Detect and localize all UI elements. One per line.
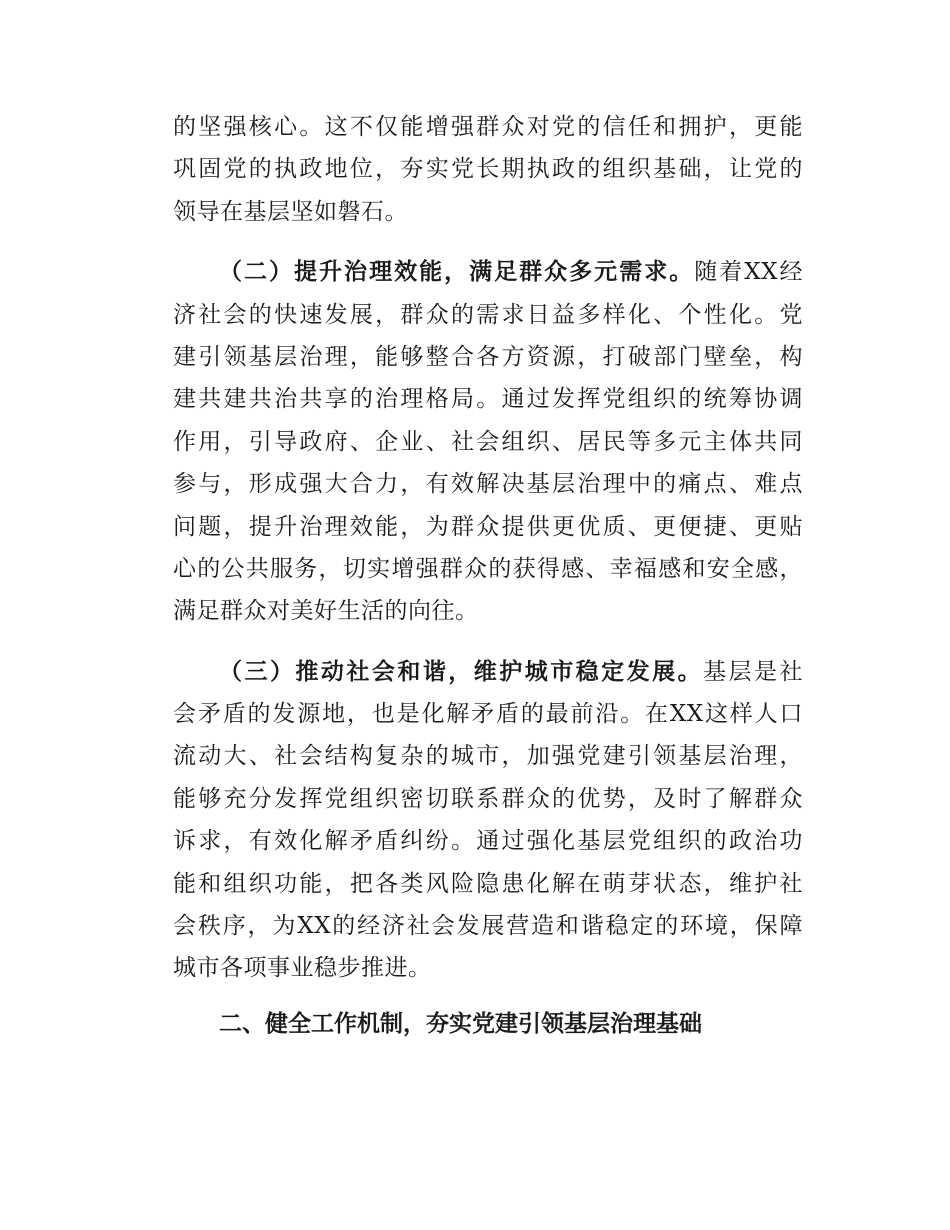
section-heading: 二、健全工作机制，夯实党建引领基层治理基础 [219,1011,702,1037]
text-line: 济社会的快速发展，群众的需求日益多样化、个性化。党 [173,301,803,328]
text-line: 建引领基层治理，能够整合各方资源，打破部门壁垒，构 [173,343,803,370]
document-body [173,106,803,990]
text-line: 会矛盾的发源地，也是化解矛盾的最前沿。在XX这样人口 [173,701,803,728]
paragraph-1 [173,106,803,233]
text-line: 的坚强核心。这不仅能增强群众对党的信任和拥护，更能 [173,114,803,140]
text-line: 诉求，有效化解矛盾纠纷。通过强化基层党组织的政治功 [173,828,803,855]
text-line [173,651,803,693]
text-line: 领导在基层坚如磐石。 [173,198,408,225]
text-line: 作用，引导政府、企业、社会组织、居民等多元主体共同 [173,428,803,455]
text-line: 建共建共治共享的治理格局。通过发挥党组织的统筹协调 [173,386,803,413]
text-run: 随着XX经 [694,259,804,286]
paragraph-2 [173,251,803,633]
text-line: 城市各项事业稳步推进。 [173,955,432,982]
text-run: 基层是社 [703,658,804,685]
text-line: 能和组织功能，把各类风险隐患化解在萌芽状态，维护社 [173,870,803,897]
paragraph-3 [173,651,803,990]
text-line [173,251,803,293]
text-line: 巩固党的执政地位，夯实党长期执政的组织基础，让党的 [173,156,803,183]
text-line: 心的公共服务，切实增强群众的获得感、幸福感和安全感， [173,555,803,582]
paragraph-title: （二）提升治理效能，满足群众多元需求。 [219,259,695,286]
text-line: 问题，提升治理效能，为群众提供更优质、更便捷、更贴 [173,513,803,540]
text-line: 会秩序，为XX的经济社会发展营造和谐稳定的环境，保障 [173,913,803,940]
text-line: 流动大、社会结构复杂的城市，加强党建引领基层治理， [173,743,803,770]
text-line: 满足群众对美好生活的向往。 [173,598,479,625]
text-line: 参与，形成强大合力，有效解决基层治理中的痛点、难点 [173,471,803,498]
text-line: 能够充分发挥党组织密切联系群众的优势，及时了解群众 [173,785,803,812]
paragraph-title: （三）推动社会和谐，维护城市稳定发展。 [219,658,704,685]
